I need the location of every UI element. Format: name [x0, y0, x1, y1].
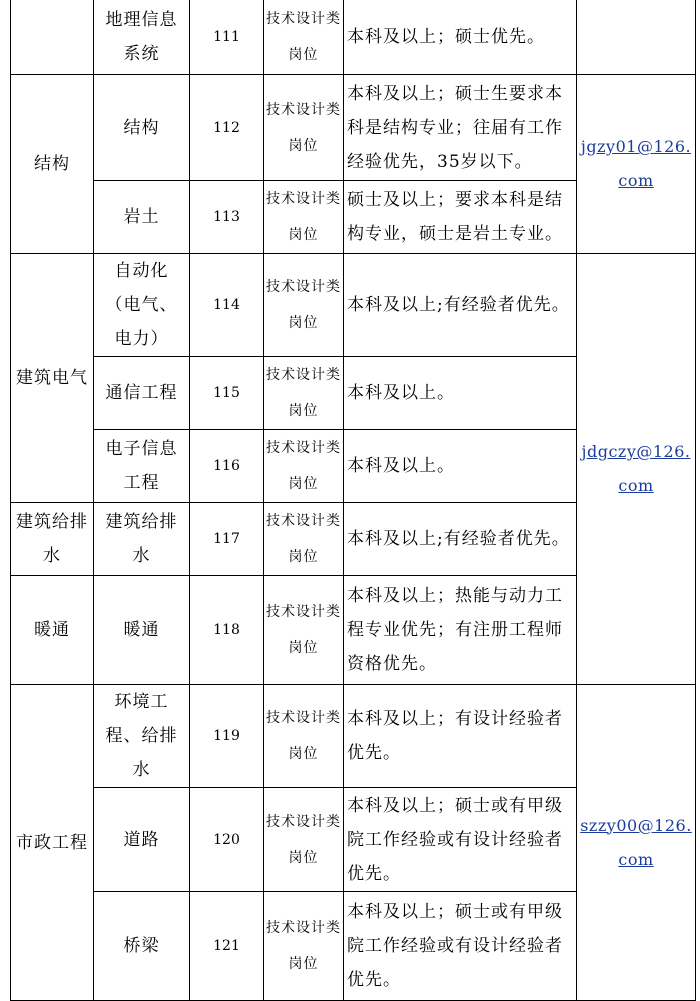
table-row: [11, 0, 696, 75]
requirement-cell: 本科及以上;有经验者优先。: [344, 254, 577, 357]
position-code-cell: 118: [190, 576, 264, 685]
table-row: [11, 685, 696, 788]
position-type-cell: 技术设计类岗位: [264, 576, 344, 685]
position-type-cell: 技术设计类岗位: [264, 75, 344, 181]
requirement-cell: 本科及以上；硕士或有甲级院工作经验或有设计经验者优先。: [344, 892, 577, 1001]
recruitment-table: [10, 0, 696, 1001]
requirement-cell: 本科及以上；硕士或有甲级院工作经验或有设计经验者优先。: [344, 788, 577, 892]
major-cell: [11, 0, 94, 75]
email-cell: [577, 254, 696, 685]
requirement-cell: 本科及以上。: [344, 430, 577, 503]
requirement-cell: 本科及以上;有经验者优先。: [344, 503, 577, 576]
requirement-cell: 硕士及以上；要求本科是结构专业，硕士是岩土专业。: [344, 181, 577, 254]
position-type-cell: 技术设计类岗位: [264, 892, 344, 1001]
requirement-cell: 本科及以上。: [344, 357, 577, 430]
requirement-cell: 本科及以上；硕士优先。: [344, 0, 577, 75]
sub-major-cell: 结构: [94, 75, 190, 181]
table-row: [11, 75, 696, 181]
requirement-cell: 本科及以上；有设计经验者优先。: [344, 685, 577, 788]
position-type-cell: 技术设计类岗位: [264, 357, 344, 430]
position-code-cell: 111: [190, 0, 264, 75]
sub-major-cell: 建筑给排水: [94, 503, 190, 576]
email-cell: [577, 75, 696, 254]
position-code-cell: 113: [190, 181, 264, 254]
position-code-cell: 120: [190, 788, 264, 892]
position-code-cell: 117: [190, 503, 264, 576]
major-cell: 建筑电气: [11, 254, 94, 503]
sub-major-cell: 道路: [94, 788, 190, 892]
position-type-cell: 技术设计类岗位: [264, 788, 344, 892]
sub-major-cell: 通信工程: [94, 357, 190, 430]
major-cell: 结构: [11, 75, 94, 254]
major-cell: 建筑给排水: [11, 503, 94, 576]
email-link[interactable]: szzy00@126.com: [580, 815, 692, 869]
position-code-cell: 112: [190, 75, 264, 181]
position-type-cell: 技术设计类岗位: [264, 685, 344, 788]
sub-major-cell: 暖通: [94, 576, 190, 685]
position-code-cell: 119: [190, 685, 264, 788]
position-code-cell: 115: [190, 357, 264, 430]
major-cell: 暖通: [11, 576, 94, 685]
requirement-cell: 本科及以上；硕士生要求本科是结构专业；往届有工作经验优先，35岁以下。: [344, 75, 577, 181]
email-cell: [577, 0, 696, 75]
position-type-cell: 技术设计类岗位: [264, 254, 344, 357]
sub-major-cell: 地理信息系统: [94, 0, 190, 75]
sub-major-cell: 环境工程、给排水: [94, 685, 190, 788]
sub-major-cell: 电子信息工程: [94, 430, 190, 503]
sub-major-cell: 岩土: [94, 181, 190, 254]
position-type-cell: 技术设计类岗位: [264, 503, 344, 576]
position-type-cell: 技术设计类岗位: [264, 0, 344, 75]
major-cell: 市政工程: [11, 685, 94, 1001]
position-code-cell: 114: [190, 254, 264, 357]
email-cell: [577, 685, 696, 1001]
position-type-cell: 技术设计类岗位: [264, 181, 344, 254]
position-code-cell: 116: [190, 430, 264, 503]
email-link[interactable]: jdgczy@126.com: [581, 442, 691, 495]
requirement-cell: 本科及以上；热能与动力工程专业优先；有注册工程师资格优先。: [344, 576, 577, 685]
position-type-cell: 技术设计类岗位: [264, 430, 344, 503]
sub-major-cell: 桥梁: [94, 892, 190, 1001]
email-link[interactable]: jgzy01@126.com: [580, 137, 692, 190]
sub-major-cell: 自动化（电气、电力）: [94, 254, 190, 357]
position-code-cell: 121: [190, 892, 264, 1001]
table-row: [11, 254, 696, 357]
